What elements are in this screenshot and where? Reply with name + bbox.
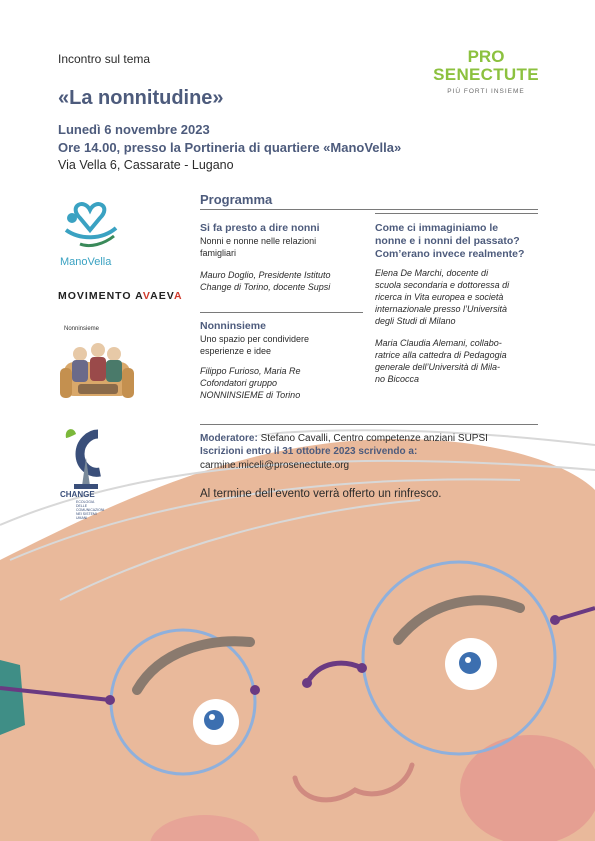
session-title-line: Com’erano invece realmente? xyxy=(375,248,525,260)
session-speaker-line: generale dell’Università di Mila- xyxy=(375,362,501,372)
registration-line: Iscrizioni entro il 31 ottobre 2023 scrivendo a: xyxy=(200,446,418,457)
pro-senectute-logo xyxy=(432,48,540,95)
session-speaker-line: scuola secondaria e dottoressa di xyxy=(375,280,510,290)
moderator-label: Moderatore: xyxy=(200,433,258,444)
session-speaker-line: internazionale presso l’Università xyxy=(375,304,508,314)
session-title-line: nonne e i nonni del passato? xyxy=(375,235,520,247)
event-date: Lunedì 6 novembre 2023 xyxy=(58,122,210,137)
session-description-line: esperienze e idee xyxy=(200,346,272,356)
intro-text: Incontro sul tema xyxy=(58,52,151,66)
change-logo-icon xyxy=(58,424,114,492)
session-speaker-line: Cofondatori gruppo xyxy=(200,378,278,388)
event-time-place: Ore 14.00, presso la Portineria di quartiere «ManoVella» xyxy=(58,140,402,155)
event-title: «La nonnitudine» xyxy=(58,87,224,109)
left-eye-pupil xyxy=(204,710,224,730)
session-title: Nonninsieme xyxy=(200,320,266,332)
session-3 xyxy=(375,222,545,385)
nonninsieme-logo-image xyxy=(58,332,136,404)
program-rule xyxy=(200,209,538,210)
session-title: Si fa presto a dire nonni xyxy=(200,222,320,234)
session-description-line: Uno spazio per condividere xyxy=(200,334,310,344)
session-title-line: Come ci immaginiamo le xyxy=(375,222,499,234)
session-speaker-line: Mauro Doglio, Presidente Istituto xyxy=(200,270,331,280)
moderator-text: Stefano Cavalli, Centro competenze anziani SUPSI xyxy=(257,433,488,444)
session-divider xyxy=(200,312,363,313)
footer-rule xyxy=(200,424,538,425)
program-heading: Programma xyxy=(200,192,273,207)
session-1 xyxy=(200,222,368,293)
event-address: Via Vella 6, Cassarate - Lugano xyxy=(58,158,234,172)
nonninsieme-logo-caption: Nonninsieme xyxy=(64,326,100,332)
session-speaker-line: ratrice alla cattedra di Pedagogia xyxy=(375,350,507,360)
brand-tagline: PIÙ FORTI INSIEME xyxy=(447,88,525,95)
change-logo-subtext: ECOLOGIA DELLE COMUNICAZIONI NEI SISTEMI UMANI xyxy=(76,500,105,520)
brand-line1: PRO xyxy=(467,47,505,66)
manovella-logo-icon xyxy=(60,196,120,254)
session-speaker-line: no Bicocca xyxy=(375,374,420,384)
session-3-rule xyxy=(375,213,538,214)
closing-note: Al termine dell’evento verrà offerto un rinfresco. xyxy=(200,488,442,500)
session-speaker-line: Elena De Marchi, docente di xyxy=(375,268,489,278)
movimento-aeva-logo: MOVIMENTO AVAEVA xyxy=(58,290,183,302)
session-2 xyxy=(200,320,368,401)
session-speaker-line: Change di Torino, docente Supsi xyxy=(200,282,331,292)
contact-email[interactable]: carmine.miceli@prosenectute.org xyxy=(200,460,350,471)
session-speaker-line: Maria Claudia Alemani, collabo- xyxy=(375,338,502,348)
brand-line2: SENECTUTE xyxy=(433,65,539,84)
session-description-line: famigliari xyxy=(200,248,237,258)
session-speaker-line: Filippo Furioso, Maria Re xyxy=(200,366,301,376)
manovella-logo-text: ManoVella xyxy=(60,256,112,268)
right-eye-pupil xyxy=(459,652,481,674)
change-logo-text: CHANGE xyxy=(60,490,95,499)
session-speaker-line: ricerca in Vita europea e società xyxy=(375,292,504,302)
session-speaker-line: NONNINSIEME di Torino xyxy=(200,390,301,400)
moderator-line xyxy=(200,432,560,445)
session-speaker-line: degli Studi di Milano xyxy=(375,316,456,326)
session-description-line: Nonni e nonne nelle relazioni xyxy=(200,236,317,246)
